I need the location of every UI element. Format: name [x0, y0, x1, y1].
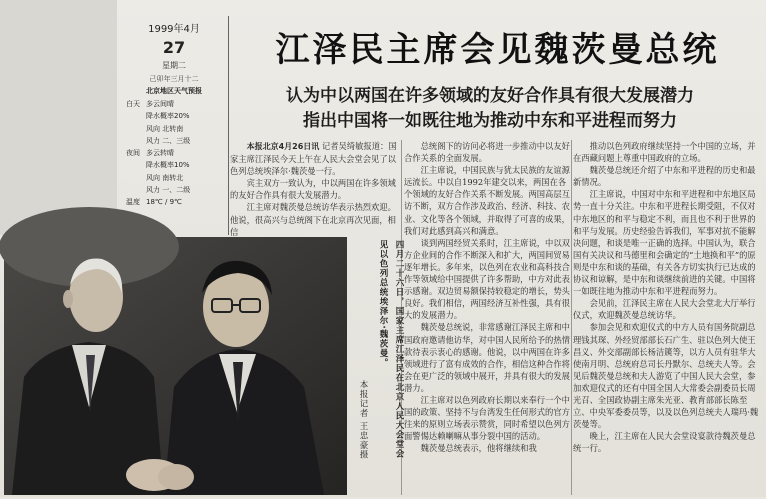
caption-text: 见以色列总统埃泽尔·魏茨曼。 [378, 240, 388, 368]
weather-label: 夜间 [126, 149, 140, 158]
weather-value: 多云转晴 [146, 149, 174, 158]
paragraph-text: 魏茨曼总统还介绍了中东和平进程的历史和最新情况。 [573, 165, 756, 188]
weather-value: 风向 南转北 [146, 173, 184, 182]
date-weather-box [120, 16, 229, 212]
article-paragraph [404, 164, 570, 237]
paragraph-text: 江主席对以色列政府长期以来奉行一个中国的政策、坚持不与台湾发生任何形式的官方往来的原则立场表示赞赏，同时希望以色列方面警惕达赖喇嘛从事分裂中国的活动。 [404, 394, 570, 442]
article-column-1 [230, 140, 400, 237]
article-paragraph [230, 177, 400, 201]
photo-two-men-shaking-hands [4, 237, 347, 495]
weather-row [126, 184, 224, 196]
article-paragraph [230, 140, 400, 177]
article-paragraph [404, 237, 570, 322]
headline: 江泽民主席会见魏茨曼总统 [275, 30, 720, 70]
paragraph-text: 总统阁下的访问必将进一步推动中以友好合作关系的全面发展。 [404, 141, 570, 164]
paragraph-text: 江主席说，中国对中东和平进程和中东地区局势一直十分关注。中东和平进程长期受阻，不仅对中东地区的和平与稳定不利，而且也不利于世界的和平与发展。历史经验告诉我们，军事对抗不能解决问题，和谈是唯一正确的选择。中国认为，联合国有关决议和马德里和会确定的“土地换和平”的原则是中东和谈的基础，有关各方切实执行已达成的协议和谅解，是中东和谈继续前进的关键。中国将一如既往地为推动中东和平进程而努力。 [573, 189, 756, 297]
news-photo [4, 237, 347, 495]
weather-value: 风力 二、三级 [146, 136, 191, 145]
weather-row [126, 98, 224, 110]
date-weekday: 星期二 [162, 61, 186, 70]
weather-row [126, 196, 224, 208]
weather-row [126, 172, 224, 184]
weather-title: 北京地区天气预报 [146, 87, 202, 95]
date-year-month: 1999年4月 [148, 24, 200, 35]
weather-value: 降水概率20% [146, 112, 190, 121]
paragraph-text: 魏茨曼总统说，非常感谢江泽民主席和中国政府邀请他访华，对中国人民所给予的热情款待表示衷心的感谢。他说，以中两国在许多领域进行了富有成效的合作，相信这种合作将会在更广泛的领域中展开，并具有很大的发展潜力。 [404, 322, 570, 393]
weather-label [126, 135, 146, 147]
weather-row [126, 135, 224, 147]
article-paragraph [404, 442, 570, 454]
weather-value: 风力 一、二级 [146, 186, 191, 195]
date-day: 27 [162, 38, 186, 57]
weather-value: 18℃ / 9℃ [146, 198, 182, 207]
weather-value: 降水概率10% [146, 161, 190, 170]
caption-text: 四月二十六日，国家主席江泽民在北京人民大会堂会 [394, 240, 404, 459]
paragraph-text: 宾主双方一致认为，中以两国在许多领域的友好合作具有很大发展潜力。 [230, 178, 396, 201]
article-column-2 [404, 140, 570, 495]
article-paragraph [573, 430, 763, 454]
article-paragraph [573, 321, 763, 430]
paragraph-text: 推动以色列政府继续坚持一个中国的立场，并在西藏问题上尊重中国政府的立场。 [573, 141, 756, 164]
paragraph-text: 记者吴绮敏报道：国家主席江泽民今天上午在人民大会堂会见了以色列总统埃泽尔·魏茨曼一行。 [230, 141, 397, 177]
paragraph-text: 参加会见和欢迎仪式的中方人员有国务院副总理钱其琛、外经贸部部长石广生、驻以色列大使王昌义、外交部副部长杨洁篪等，以方人员有驻华大使南月明、总统府总司长丹默尔、总统夫人等。会见后魏茨曼总统和夫人游览了中国人民大会堂，参加欢迎仪式的还有中国全国人大常委会副委员长周光召、全国政协副主席朱光亚、教育部部长陈至立、中央军委委员等，以及以色列总统夫人瑞玛·魏茨曼等。 [573, 322, 759, 430]
date-lunar: 己卯年三月十二 [149, 75, 199, 83]
article-paragraph [573, 297, 763, 321]
article-paragraph [404, 140, 570, 164]
article-paragraph [573, 188, 763, 297]
article-paragraph [230, 201, 400, 237]
article-paragraph [573, 140, 763, 164]
weather-row [126, 110, 224, 122]
weather-label: 白天 [126, 100, 140, 108]
column-rule [228, 150, 229, 235]
weather-row [126, 123, 224, 135]
article-paragraph [573, 164, 763, 188]
photo-credit: 本报记者 王忠豪摄 [358, 380, 368, 460]
paragraph-text: 江主席对魏茨曼总统访华表示热烈欢迎。他说，很高兴与总统阁下在北京再次见面，相信 [230, 202, 396, 237]
weather-value: 多云间晴 [146, 100, 174, 108]
paragraph-text: 江主席说，中国民族与犹太民族的友谊源远流长。中以自1992年建交以来，两国在各个领域的友好合作关系不断发展。两国高层互访不断，双方合作涉及政治、经济、科技、农业、文化等各个领域，并取得了可喜的成果，我们对此感到高兴和满意。 [404, 165, 570, 236]
subheadline-1: 认为中以两国在许多领域的友好合作具有很大发展潜力 [286, 86, 694, 106]
subheadline-2: 指出中国将一如既往地为推动中东和平进程而努力 [303, 111, 677, 131]
photo-caption [348, 240, 404, 495]
weather-label [126, 110, 146, 122]
weather-row [126, 159, 224, 171]
paragraph-text: 晚上，江主席在人民大会堂设宴款待魏茨曼总统一行。 [573, 431, 756, 454]
weather-label [126, 123, 146, 135]
weather-table [126, 98, 224, 209]
article-paragraph [404, 321, 570, 394]
paragraph-text: 谈到两国经贸关系时，江主席说，中以双方企业间的合作不断深入和扩大，两国间贸易逐年增长。多年来，以色列在农业和高科技合作等领域给中国提供了许多帮助，中方对此表示感谢。双边贸易额保持较稳定的增长，势头良好。我们相信，两国经济互补性强，具有很大的发展潜力。 [404, 237, 570, 321]
weather-row [126, 147, 224, 159]
article-paragraph [404, 394, 570, 442]
weather-value: 风向 北转南 [146, 124, 184, 133]
dateline: 本报北京4月26日讯 [246, 142, 320, 151]
paragraph-text: 会见前，江泽民主席在人民大会堂北大厅举行仪式，欢迎魏茨曼总统访华。 [573, 298, 756, 321]
column-rule [571, 140, 572, 495]
article-column-3 [573, 140, 763, 495]
weather-label [126, 172, 146, 184]
weather-label: 温度 [126, 198, 140, 207]
weather-label [126, 159, 146, 171]
paragraph-text: 魏茨曼总统表示，他将继续和我 [420, 443, 537, 454]
weather-label [126, 184, 146, 196]
page-margin [0, 0, 117, 235]
